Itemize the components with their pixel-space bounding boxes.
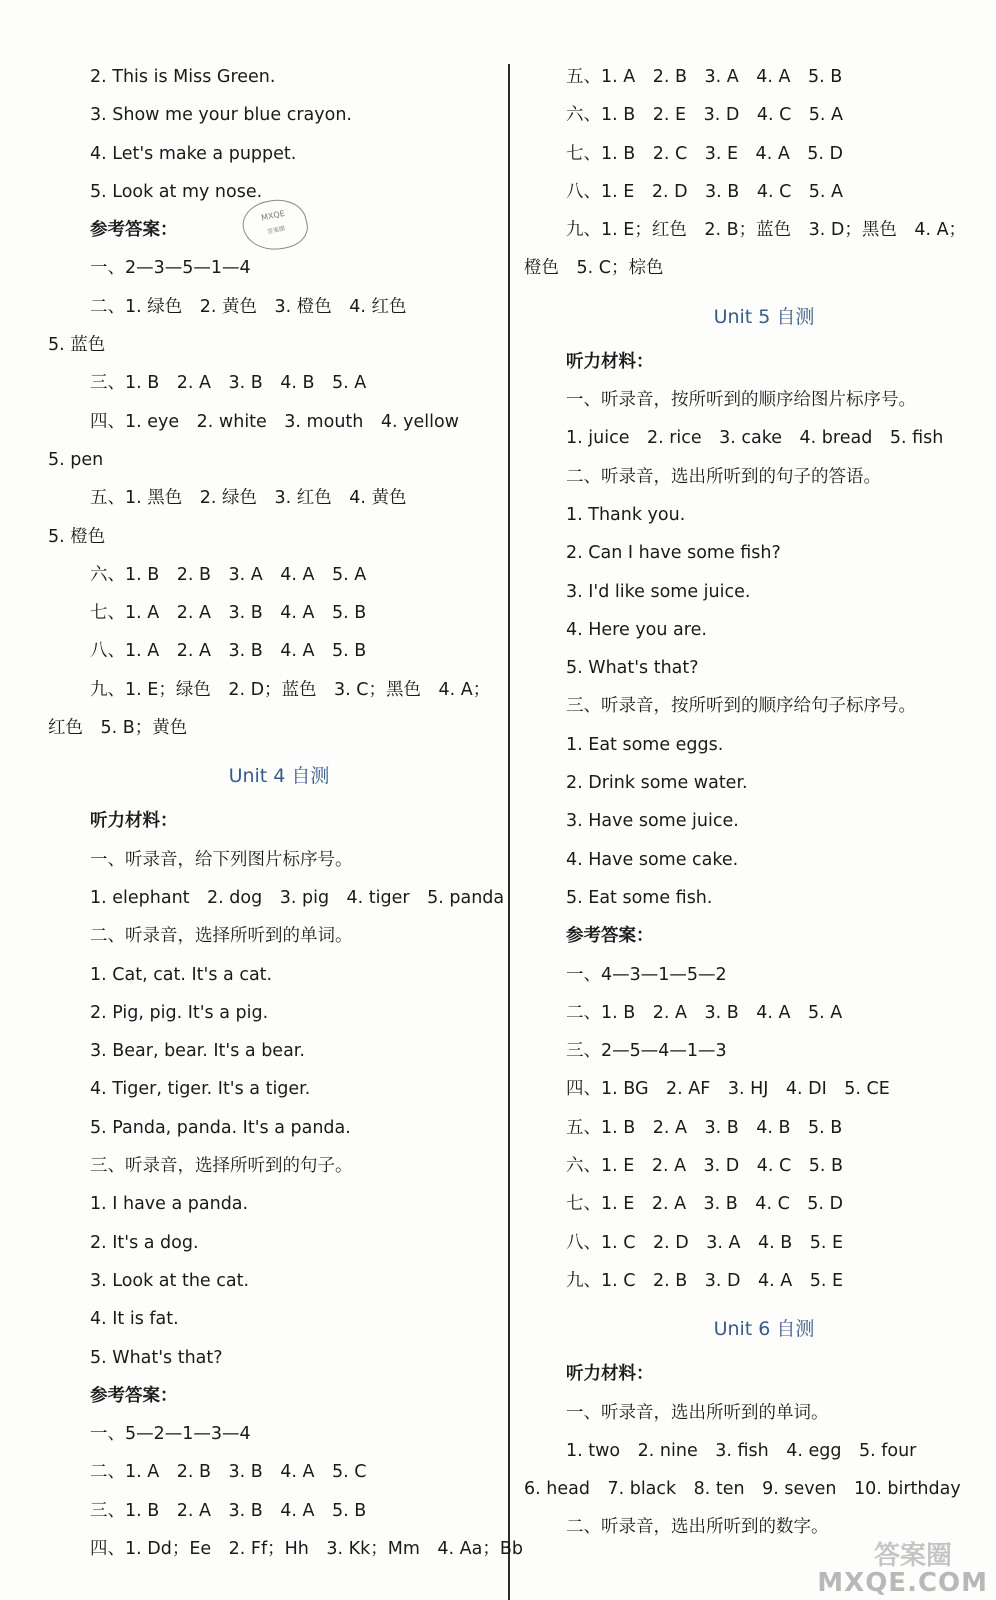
text-line: 4. Here you are. — [566, 619, 707, 640]
answer-line: 二、1. B 2. A 3. B 4. A 5. A — [566, 1002, 843, 1023]
answer-line: 一、4—3—1—5—2 — [566, 964, 727, 985]
stamp-text: 答案圈 — [266, 225, 286, 236]
text-line: 4. Have some cake. — [566, 849, 739, 870]
text-line: 2. This is Miss Green. — [90, 67, 276, 87]
text-line: 2. Can I have some fish? — [566, 543, 781, 564]
answer-line: 三、2—5—4—1—3 — [566, 1041, 727, 1062]
answer-line: 一、5—2—1—3—4 — [90, 1424, 251, 1445]
unit4-heading: Unit 4 自测 — [228, 765, 330, 788]
answer-line: 七、1. B 2. C 3. E 4. A 5. D — [566, 143, 844, 164]
text-line: 3. Have some juice. — [566, 811, 739, 832]
answer-line: 九、1. E；红色 2. B；蓝色 3. D；黑色 4. A； — [566, 220, 967, 241]
text-line: 5. Eat some fish. — [566, 887, 713, 908]
answer-line: 八、1. C 2. D 3. A 4. B 5. E — [566, 1232, 844, 1253]
answer-key-heading: 参考答案： — [90, 220, 178, 241]
answer-line: 六、1. B 2. B 3. A 4. A 5. A — [90, 564, 367, 585]
answer-line: 一、2—3—5—1—4 — [90, 258, 251, 279]
answer-line: 四、1. eye 2. white 3. mouth 4. yellow — [90, 411, 459, 432]
answer-line: 五、1. A 2. B 3. A 4. A 5. B — [566, 67, 843, 87]
text-line: 一、听录音，按所听到的顺序给图片标序号。 — [566, 390, 916, 411]
answer-line: 七、1. A 2. A 3. B 4. A 5. B — [90, 603, 367, 624]
answer-key-heading: 参考答案： — [566, 926, 654, 947]
answer-line: 四、1. BG 2. AF 3. HJ 4. DI 5. CE — [566, 1079, 890, 1100]
answer-line: 三、1. B 2. A 3. B 4. A 5. B — [90, 1500, 367, 1521]
text-line: 1. I have a panda. — [90, 1194, 249, 1215]
text-line: 4. Let's make a puppet. — [90, 143, 297, 164]
text-line: 1. elephant 2. dog 3. pig 4. tiger 5. panda — [90, 887, 505, 908]
unit6-heading: Unit 6 自测 — [713, 1318, 815, 1341]
text-line: 2. Pig, pig. It's a pig. — [90, 1002, 269, 1023]
answer-line: 九、1. C 2. B 3. D 4. A 5. E — [566, 1270, 844, 1291]
right-column — [524, 58, 984, 1547]
text-line: 二、听录音，选出所听到的句子的答语。 — [566, 466, 881, 487]
stamp-text: MXQE — [260, 208, 286, 223]
text-line: 2. It's a dog. — [90, 1232, 199, 1253]
text-line: 1. Eat some eggs. — [566, 734, 724, 755]
watermark-text: MXQE.COM — [817, 1568, 988, 1598]
site-watermark — [798, 1541, 988, 1600]
left-column — [48, 58, 523, 1568]
answer-line: 二、1. 绿色 2. 黄色 3. 橙色 4. 红色 — [90, 296, 407, 317]
answer-line: 橙色 5. C；棕色 — [524, 258, 664, 279]
text-line: 一、听录音，给下列图片标序号。 — [90, 849, 353, 870]
answer-line: 八、1. A 2. A 3. B 4. A 5. B — [90, 641, 367, 662]
listening-material-heading: 听力材料： — [566, 351, 654, 372]
text-line: 3. I'd like some juice. — [566, 581, 751, 602]
text-line: 二、听录音，选择所听到的单词。 — [90, 926, 353, 947]
unit5-heading: Unit 5 自测 — [713, 305, 815, 328]
text-line: 1. two 2. nine 3. fish 4. egg 5. four — [566, 1440, 917, 1461]
answer-line: 六、1. B 2. E 3. D 4. C 5. A — [566, 105, 844, 126]
watermark-logo: 答案圈 — [873, 1541, 952, 1571]
answer-line: 九、1. E；绿色 2. D；蓝色 3. C；黑色 4. A； — [90, 679, 491, 700]
text-line: 三、听录音，按所听到的顺序给句子标序号。 — [566, 696, 916, 717]
answer-line: 红色 5. B；黄色 — [48, 718, 188, 739]
column-divider — [508, 64, 510, 1600]
answer-line: 五、1. B 2. A 3. B 4. B 5. B — [566, 1117, 843, 1138]
text-line: 二、听录音，选出所听到的数字。 — [566, 1517, 829, 1538]
text-line: 5. Panda, panda. It's a panda. — [90, 1117, 351, 1138]
text-line: 5. What's that? — [90, 1347, 223, 1368]
text-line: 4. It is fat. — [90, 1309, 179, 1330]
answer-line: 五、1. 黑色 2. 绿色 3. 红色 4. 黄色 — [90, 488, 407, 509]
text-line: 1. Cat, cat. It's a cat. — [90, 964, 273, 985]
listening-material-heading: 听力材料： — [566, 1364, 654, 1385]
text-line: 4. Tiger, tiger. It's a tiger. — [90, 1079, 311, 1100]
text-line: 5. Look at my nose. — [90, 181, 263, 202]
answer-line: 三、1. B 2. A 3. B 4. B 5. A — [90, 373, 367, 394]
text-line: 3. Bear, bear. It's a bear. — [90, 1041, 305, 1062]
answer-line: 5. 橙色 — [48, 526, 106, 547]
text-line: 三、听录音，选择所听到的句子。 — [90, 1156, 353, 1177]
text-line: 5. What's that? — [566, 658, 699, 679]
answer-line: 二、1. A 2. B 3. B 4. A 5. C — [90, 1462, 367, 1483]
answer-line: 八、1. E 2. D 3. B 4. C 5. A — [566, 181, 844, 202]
text-line: 3. Show me your blue crayon. — [90, 105, 352, 126]
text-line: 2. Drink some water. — [566, 773, 748, 794]
answer-line: 5. 蓝色 — [48, 335, 106, 356]
answer-line: 七、1. E 2. A 3. B 4. C 5. D — [566, 1194, 844, 1215]
answer-key-heading: 参考答案： — [90, 1385, 178, 1406]
text-line: 1. juice 2. rice 3. cake 4. bread 5. fish — [566, 428, 944, 449]
answer-line: 六、1. E 2. A 3. D 4. C 5. B — [566, 1156, 844, 1177]
answer-line: 四、1. Dd；Ee 2. Ff；Hh 3. Kk；Mm 4. Aa；Bb — [90, 1538, 523, 1559]
text-line: 1. Thank you. — [566, 504, 686, 525]
text-line: 一、听录音，选出所听到的单词。 — [566, 1402, 829, 1423]
text-line: 6. head 7. black 8. ten 9. seven 10. birthday — [524, 1479, 961, 1500]
text-line: 3. Look at the cat. — [90, 1270, 250, 1291]
answer-line: 5. pen — [48, 449, 104, 470]
listening-material-heading: 听力材料： — [90, 811, 178, 832]
